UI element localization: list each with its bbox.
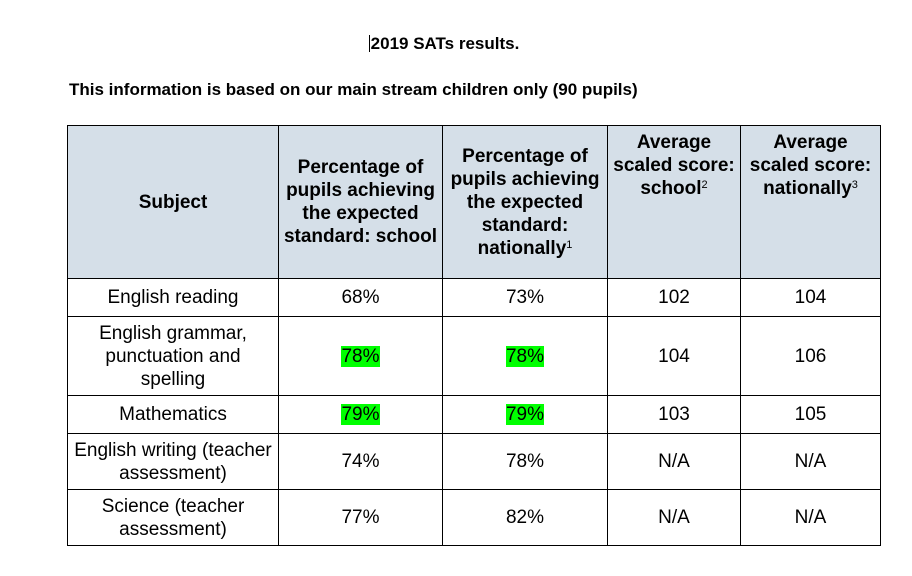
cell-pct-national: 78% <box>443 434 608 490</box>
cell-avg-school: 104 <box>608 317 741 396</box>
header-avg-national: Average scaled score: nationally$^3$ <box>741 126 881 279</box>
cell-subject: English grammar, punctuation and spelling <box>68 317 279 396</box>
cell-subject: Science (teacher assessment) <box>68 490 279 546</box>
header-pct-national: Percentage of pupils achieving the expected standard: nationally$^1$ <box>443 126 608 279</box>
cell-subject: English writing (teacher assessment) <box>68 434 279 490</box>
cell-pct-school: 77% <box>279 490 443 546</box>
cell-pct-school <box>279 396 443 434</box>
table-row <box>68 317 881 396</box>
highlighted-value: 79% <box>505 404 545 425</box>
cell-avg-school: N/A <box>608 490 741 546</box>
text-cursor <box>369 35 370 52</box>
document-title-text: 2019 SATs results. <box>370 34 520 53</box>
cell-avg-school: N/A <box>608 434 741 490</box>
table-row <box>68 490 881 546</box>
header-avg-school: Average scaled score: school$^2$ <box>608 126 741 279</box>
cell-pct-school: 68% <box>279 279 443 317</box>
cell-pct-national: 82% <box>443 490 608 546</box>
header-pct-school: Percentage of pupils achieving the expected standard: school <box>279 126 443 279</box>
footnote-marker: 2 <box>701 179 708 191</box>
highlighted-value: 78% <box>341 345 380 367</box>
document-title <box>0 34 888 54</box>
cell-avg-school: 102 <box>608 279 741 317</box>
cell-avg-national: N/A <box>741 490 881 546</box>
cell-pct-school <box>279 317 443 396</box>
cell-avg-national: 104 <box>741 279 881 317</box>
footnote-marker: 1 <box>566 238 573 251</box>
table-row <box>68 396 881 434</box>
cell-avg-national: 106 <box>741 317 881 396</box>
document-subtitle: This information is based on our main stream children only (90 pupils) <box>69 80 638 99</box>
cell-pct-school: 74% <box>279 434 443 490</box>
cell-avg-school: 103 <box>608 396 741 434</box>
header-subject: Subject <box>68 126 279 279</box>
results-table <box>67 125 881 546</box>
cell-avg-national: N/A <box>741 434 881 490</box>
cell-avg-national: 105 <box>741 396 881 434</box>
cell-pct-national: 73% <box>443 279 608 317</box>
highlighted-value: 79% <box>341 404 380 425</box>
cell-subject: English reading <box>68 279 279 317</box>
highlighted-value: 78% <box>505 345 545 367</box>
table-row <box>68 279 881 317</box>
table-row <box>68 434 881 490</box>
cell-pct-national <box>443 396 608 434</box>
table-header-row <box>68 126 881 279</box>
cell-pct-national <box>443 317 608 396</box>
cell-subject: Mathematics <box>68 396 279 434</box>
footnote-marker: 3 <box>851 179 858 191</box>
